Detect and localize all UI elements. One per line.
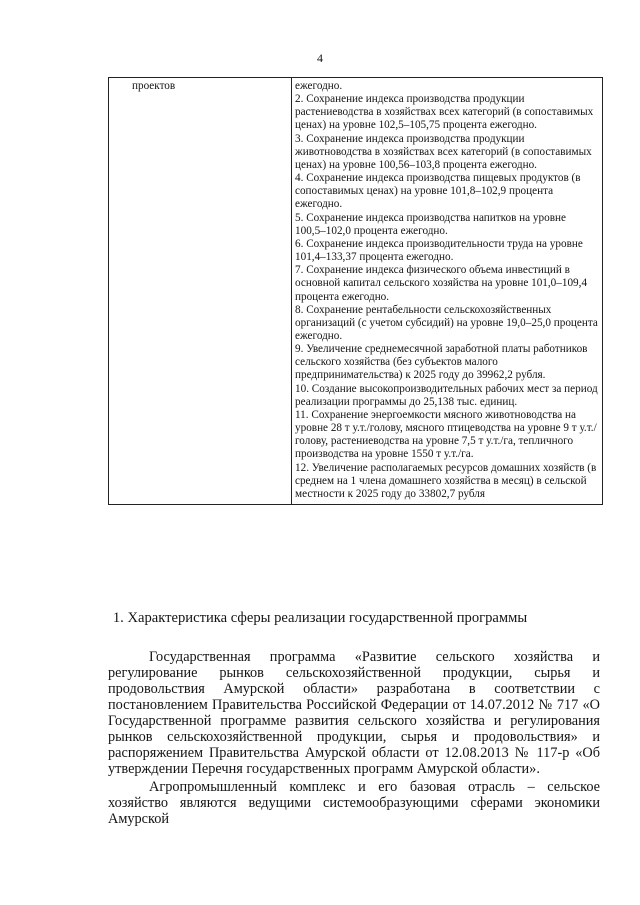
table-row <box>109 78 603 505</box>
indicator-item: 8. Сохранение рентабельности сельскохозяйственных организаций (с учетом субсидий) на уровне 19,0–25,0 процента ежегодно. <box>295 303 598 342</box>
indicator-item: 11. Сохранение энергоемкости мясного животноводства на уровне 28 т у.т./голову, мясного птицеводства на уровне 9 т у.т./голову, растениеводства на уровне 7,5 т у.т./га, тепличного производства на уровне 1550 т у.т./га. <box>295 408 597 461</box>
table-cell-label-text: проектов <box>132 80 176 92</box>
indicator-item: 7. Сохранение индекса физического объема инвестиций в основной капитал сельского хозяйства на уровне 101,0–109,4 процента ежегодно. <box>295 264 588 303</box>
table-cell-indicators <box>292 78 603 505</box>
indicator-item: 2. Сохранение индекса производства продукции растениеводства в хозяйствах всех категорий (в сопоставимых ценах) на уровне 102,5–105,75 процента ежегодно. <box>295 93 594 132</box>
indicator-item: 4. Сохранение индекса производства пищевых продуктов (в сопоставимых ценах) на уровне 101,8–102,9 процента ежегодно. <box>295 172 581 211</box>
indicator-item: 10. Создание высокопроизводительных рабочих мест за период реализации программы до 25,138 тыс. единиц. <box>295 382 598 408</box>
indicator-item: 3. Сохранение индекса производства продукции животноводства в хозяйствах всех категорий (в сопоставимых ценах) на уровне 100,56–103,8 процента ежегодно. <box>295 132 592 171</box>
table-cell-label <box>109 78 292 505</box>
indicator-item: ежегодно. <box>295 80 343 92</box>
body-paragraph: Государственная программа «Развитие сельского хозяйства и регулирование рынков сельскохозяйственной продукции, сырья и продовольствия Амурской области» разработана в соответствии с постановлением Правительства Российской Федерации от 14.07.2012 № 717 «О Государственной программе развития сельского хозяйства и регулирования рынков сельскохозяйственной продукции, сырья и продовольствия» и распоряжением Правительства Амурской области от 12.08.2013 № 117-р «Об утверждении Перечня государственных программ Амурской области». <box>108 649 600 777</box>
indicator-item: 6. Сохранение индекса производительности труда на уровне 101,4–133,37 процента ежегодно. <box>295 237 583 264</box>
page-number: 4 <box>317 51 323 65</box>
indicator-item: 5. Сохранение индекса производства напитков на уровне 100,5–102,0 процента ежегодно. <box>295 211 566 237</box>
program-passport-table <box>108 77 603 505</box>
indicator-item: 9. Увеличение среднемесячной заработной платы работников сельского хозяйства (без субъектов малого предпринимательства) к 2025 году до 39962,2 рубля. <box>295 343 588 382</box>
indicator-item: 12. Увеличение располагаемых ресурсов домашних хозяйств (в среднем на 1 члена домашнего хозяйства в месяц) в сельской местности к 2025 году до 33802,7 рубля <box>295 461 597 500</box>
body-paragraph: Агропромышленный комплекс и его базовая отрасль – сельское хозяйство являются ведущими системообразующими сферами экономики Амурской <box>108 779 600 827</box>
section-heading: 1. Характеристика сферы реализации государственной программы <box>112 610 528 626</box>
